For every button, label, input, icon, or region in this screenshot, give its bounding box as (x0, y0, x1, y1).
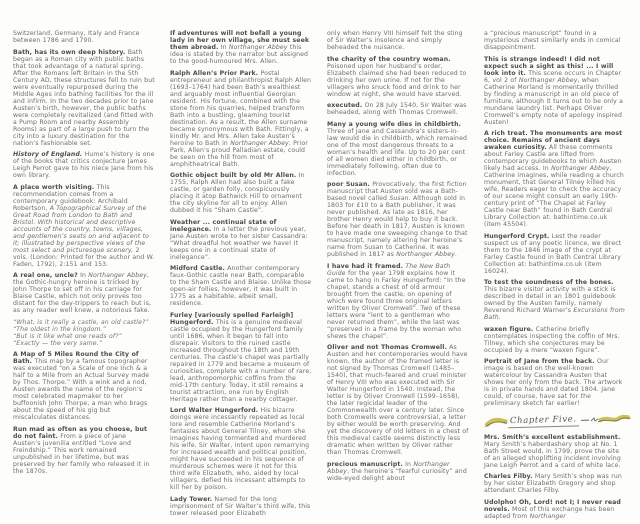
note-lead: precious manuscript. (327, 460, 403, 468)
note-text: a “precious manuscript” found in a mysterious chest similarly ends in comical disappointment. (484, 30, 621, 51)
note-paragraph (484, 358, 626, 407)
note-text: for the year 1798 explains how it came to hang in Farley Hungerford: “In the chapel, stands a chest of old armour brought from the castle, on opening of which were found three original letters written by Oliver Cromwell”. Two of these letters were “lent to a gentleman who never returned them”, while the last was “preserved in a frame by the woman who shews the chapel”. (327, 269, 466, 340)
note-text: . (454, 251, 457, 258)
note-text: Provocatively, the first fiction manuscript that Austen sold was a Bath-based novel called (327, 181, 467, 202)
note-lead: Gothic object built by old Mr Allen. (170, 172, 297, 179)
note-paragraph (327, 56, 469, 98)
note-paragraph (327, 30, 469, 51)
note-text: , when Catherine Morland is momentarily thrilled by finding a manuscript in an old piece of furniture, although it turns out to be only a mundane laundry list. Perhaps Oliver Cromwell’s empty note of apology inspired Austen! (484, 76, 623, 126)
note-lead: Weather ... continual state of inelegance. (170, 218, 277, 233)
quote-line: “Exactly — the very same.” (13, 339, 103, 347)
note-text: All these comments about Farley Castle are lifted from contemporary guidebooks to which Austen likely had access. In (484, 144, 622, 172)
note-text: , Catherine imagines, while reading a church monument, that General Tilney killed his wife. Readers eager to check the accuracy of our scene might consult an early 19th-century print of “The Chapel at Farley Castle near Bath” found in Bath Central Library Collection at: bathintime.co.uk (item 45504). (484, 165, 624, 228)
note-paragraph (13, 184, 155, 268)
note-text: Switzerland, Germany, Italy and France between 1786 and 1790. (13, 30, 140, 44)
quote-line: “What, is it really a castle, an old castle?” (13, 318, 149, 326)
note-text: Hume’s history is one of the books that critics conjecture James Leigh Perrot gave to his niece Jane from his own library. (13, 151, 155, 179)
text-column-3 (327, 30, 469, 524)
note-text: Three of Jane and Cassandra’s sisters-in-law would die in childbirth, which remained one of the most dangerous threats to a woman’s health and life. Up to 20 per cent of all women died either in childbirth, or immediately following, often due to infection. (327, 127, 468, 177)
quote-line: “The oldest in the kingdom.” (13, 325, 106, 333)
text-column-1 (13, 30, 155, 524)
note-lead: Many a young wife dies in childbirth. (327, 120, 462, 128)
note-paragraph (13, 272, 155, 314)
dialogue-quote (13, 319, 155, 347)
flourish-left-icon (484, 414, 508, 429)
note-paragraph (327, 461, 469, 482)
note-paragraph (170, 407, 312, 491)
note-text: Northanger Abbey (228, 44, 288, 51)
note-paragraph (484, 130, 626, 228)
note-lead: the charity of the country woman. (327, 55, 451, 63)
note-paragraph (484, 473, 626, 494)
note-paragraph (170, 312, 312, 403)
note-text: Northanger Abbey (327, 460, 450, 475)
note-text: 2 vols. (London: Printed for the author and W. Faden, 1792), 2:151 and 153. (13, 246, 155, 268)
note-text: Northanger Abbey (230, 139, 289, 147)
note-text: In 1755, Ralph Allen had also built a fake castle, or garden folly, conspicuously placing it atop Bathwick Hill to ornament the city skyline for all to enjoy. Allen dubbed it his “Sham Castle”. (170, 172, 305, 214)
note-text: In (218, 44, 229, 51)
note-lead: A Map of 5 Miles Round the City of Bath. (13, 351, 139, 365)
note-text: Susan (389, 195, 409, 202)
note-text: Northanger Abbey (518, 76, 578, 84)
note-paragraph (327, 344, 469, 456)
note-lead: To test the soundness of the bones. (484, 279, 614, 286)
note-paragraph (484, 434, 626, 469)
note-text: His bizarre doings were incessantly repeated as local lore and resemble Catherine Morland’s fantasies about General Tilney, whom she imagines having tormented and murdered his wife. Sir Walter, intent upon remarrying for increased wealth and political position, might have succeeded in his sequence of murderous schemes were it not for this third wife Elizabeth, who, aided by local villagers, defied his incessant attempts to kill her by poison. (170, 407, 310, 491)
quote-line: “But is it like what one reads of?” (13, 332, 122, 340)
note-text: Our image is based on the well-known watercolour by Cassandra Austen that shows her only from the back. The artwork is in private hands and dated 1804. Jane could, of course, have sat for the preliminary sketch far earlier! (484, 358, 623, 407)
note-paragraph (484, 30, 626, 51)
note-text: A Topographical Survey of the Great Road from London to Bath and Bristol. With historical and descriptive accounts of the country, towns, villages, and gentlemen’s seats on and adjacent to it; illustrated by perspective views of the most select and picturesque scenery, (13, 204, 150, 254)
note-text: In a letter the previous year, Jane Austen wrote to her sister Cassandra: “What dreadful hot weather we have! It keeps one in a continual state of inelegance”. (170, 225, 308, 261)
note-paragraph (170, 219, 312, 261)
note-paragraph (484, 279, 626, 321)
note-text: Excursions from Bath (484, 307, 625, 321)
note-lead: A real one, uncle? (13, 272, 78, 279)
note-text: Mary Smith’s haberdashery shop at No. 1 Bath Street would, in 1799, prove the site of an alleged shoplifting incident involving Jane Leigh Perrot and a card of white lace. (484, 440, 621, 469)
note-text: this idea is stated by the narrator but assigned to the good-humoured Mrs. Allen. (170, 44, 309, 65)
note-paragraph (327, 181, 469, 258)
note-text: . (498, 314, 501, 321)
note-paragraph (484, 56, 626, 126)
note-lead: Midford Castle. (170, 265, 226, 272)
note-paragraph (170, 265, 312, 307)
note-lead: History of England. (13, 151, 83, 158)
note-paragraph (170, 172, 312, 214)
note-paragraph (327, 121, 469, 177)
note-paragraph (327, 263, 469, 340)
note-text: Bath began as a Roman city with public baths that took advantage of a natural spring. After the Romans left Britain in the 5th Century AD, these structures fell to ruin but were eventually repurposed during the Middle Ages into bathing facilities for the ill and infirm. In the two decades prior to Jane Austen’s birth, however, the public baths were completely revitalized (and fitted with a Pump Room and nearby Assembly Rooms) as part of a large push to turn the city into a luxury destination for the nation’s fashionable set. (13, 48, 155, 147)
chapter-banner-title: Chapter Five. (508, 413, 579, 427)
note-text: Named for the long imprisonment of Sir Walter’s third wife, this tower released poor Elizabeth (170, 495, 311, 517)
note-lead: Mrs. Smith’s excellent establishment. (484, 433, 621, 441)
note-lead: executed. (327, 102, 363, 109)
note-text: only when Henry VIII himself felt the sting of Sir Walter’s insolence and simply beheaded the nuisance. (327, 30, 463, 51)
chapter-banner (484, 410, 626, 431)
note-paragraph (327, 102, 469, 116)
note-text: The New Bath Guide (327, 262, 451, 277)
note-text: Northanger (529, 512, 566, 520)
note-lead: Lord Walter Hungerford. (170, 407, 259, 414)
note-lead: Run mad as often as you choose, but do not faint. (13, 425, 148, 440)
note-text: This recommendation comes from a contemporary guidebook: Archibald Robertson, (13, 183, 128, 212)
note-lead: If adventures will not befall a young lady in her own village, she must seek them abroad. (170, 30, 310, 51)
note-text: Another contemporary faux-Gothic castle near Bath, comparable to the Sham Castle and Blaise. Unlike those open-air follies, however, it was built in 1775 as a habitable, albeit small, residence. (170, 265, 312, 307)
note-text: , the heroine’s “fearful curiosity” and wide-eyed delight about (327, 467, 467, 482)
note-text: Lest the reader suspect us of any poetic licence, we direct them to the 1846 image of the crypt at Farley Castle found in Bath Central Library Collection at: bathintime.co.uk (item 16024). (484, 232, 622, 275)
note-text: Northanger Abbey (396, 251, 455, 258)
note-text: . Prior Park, Allen’s proud Palladian estate, could be seen on the hill from most of amphitheatrical Bath. (170, 139, 308, 168)
note-paragraph (13, 351, 155, 421)
note-paragraph (13, 49, 155, 147)
note-lead: poor Susan. (327, 181, 370, 188)
note-lead: Bath, has its own deep history. (13, 48, 126, 56)
note-text: This map by a famous topographer was executed “on a Scale of one Inch & a half to a Mile from an Actual Survey made by Thos. Thorpe.” With a wink and a nod, Austen awards the name of the region’s most celebrated mapmaker to her buffoonish John Thorpe, a man who brags about the speed of his gig but miscalculates distances. (13, 358, 150, 421)
note-text: On 28 July 1540, Sir Walter was beheaded, along with Thomas Cromwell. (327, 102, 467, 116)
note-lead: Furley [variously spelled Farleigh] Hungerford. (170, 311, 294, 326)
note-text: From a piece of Jane Austen’s juvenilia entitled “Love and Freindship.” This work remained unpublished in her lifetime, but was preserved by her family who released it in the 1870s. (13, 432, 150, 475)
note-lead: Lady Tower. (170, 495, 213, 503)
note-lead: Oliver and not Thomas Cromwell. (327, 344, 447, 351)
note-text: In (402, 460, 414, 468)
note-lead: Ralph Allen’s Prior Park. (170, 69, 259, 77)
note-text: This scene occurs in Chapter 6, vol 2 of (484, 69, 622, 84)
note-lead: Portrait of Jane from the back. (484, 358, 595, 365)
note-paragraph (170, 30, 312, 65)
note-text: As Austen and her contemporaries would have known, the author of the framed letter is not signed by Thomas Cromwell (1485–1540), that much-feared and cruel minister of Henry VIII who was executed with Sir Walter Hungerford in 1540. Instead, the letter is by Oliver Cromwell (1599–1658), the later regicidal leader of the Commonwealth over a century later. Since both Cromwells were controversial, a letter by either would be worth preserving. And yet the discovery of old letters in a chest of this medieval castle seems distinctly less dramatic when written by Oliver rather than Thomas Cromwell. (327, 344, 469, 456)
note-text: Most of this exchange has been adapted from (484, 505, 615, 520)
note-text: Poisoned upon her husband’s order, Elizabeth claimed she had been reduced to drinking her own urine. If not for the villagers who snuck food and drink to her window at night, she would have starved. (327, 62, 467, 98)
note-lead: A rich treat. The monuments are most choice. Remains of ancient days awaken curiosity. (484, 130, 623, 151)
note-text: Mary Smith’s shop was run by her sister Elizabeth Gregory and shop attendant Charles Filby. (484, 473, 622, 494)
note-lead: Hungerford Crypt. (484, 232, 550, 240)
note-lead: I have had it framed. (327, 262, 404, 270)
note-text: Postal entrepreneur and philanthropist Ralph Allen (1693–1764) had been Bath’s wealthiest and arguably most influential Georgian resident. His fortune, combined with the stone from his quarries, helped transform Bath into a bustling, gleaming tourist destination. As a result, the Allen surname became synonymous with Bath. Fittingly, a kindly Mr. and Mrs. Allen take Austen’s heroine to Bath in (170, 69, 312, 147)
note-lead: This is strange indeed! I did not expect such a sight as this! ... I will look into it. (484, 55, 614, 77)
note-paragraph (13, 151, 155, 179)
note-paragraph (484, 326, 626, 354)
note-lead: waxen figure. (484, 325, 534, 333)
note-paragraph (170, 496, 312, 517)
text-column-4 (484, 30, 626, 524)
note-paragraph (484, 499, 626, 520)
note-text: This bizarre visitor activity with a stick is described in detail in an 1801 guidebook owned by the Austen family, namely Reverend Richard Warner’s (484, 286, 616, 314)
note-text: Catherine briefly contemplates inspecting the coffin of Mrs. Tilney, which she conjectures may be occupied by a mere “waxen figure”. (484, 325, 620, 354)
note-paragraph (13, 30, 155, 44)
note-text: Northanger Abbey (88, 272, 147, 279)
note-paragraph (170, 70, 312, 168)
note-paragraph (484, 233, 626, 275)
flourish-right-icon (578, 411, 630, 426)
note-text: In (77, 272, 89, 279)
note-text: . Although sold in 1803 for £10 to a Bath publisher, it was never published. As late as 1816, her brother Henry would help to buy it back. Before her death in 1817, Austen is known to have made one sweeping change to that manuscript, namely altering her heroine’s name from Susan to Catherine. It was published in 1817 as (327, 195, 468, 258)
note-lead: Udolpho! Oh, Lord! not I; I never read novels. (484, 498, 621, 513)
note-lead: Charles Filby. (484, 473, 533, 480)
note-text: Northanger Abbey (551, 165, 610, 172)
note-text: , the Gothic-hungry heroine is tricked by John Thorpe to set off in his carriage for Blaise Castle, which not only proves too distant for the day-trippers to reach but is, as any reader well knew, a notorious fake. (13, 272, 152, 314)
note-text: This is a genuine medieval castle occupied by the Hungerford family until 1686, when it began to fall into disrepair. Visitors to the ruined castle increased throughout the 18th and 19th centuries. The castle’s chapel was partially repaired in 1779 and became a museum of curiosities, complete with a number of rare, lead, anthropomorphic coffins from the mid-17th century. Today, it still remains a tourist attraction, one run by English Heritage rather than a nearby cottager. (170, 318, 312, 403)
note-paragraph (13, 426, 155, 475)
note-lead: A place worth visiting. (13, 183, 95, 191)
text-column-2 (170, 30, 312, 524)
